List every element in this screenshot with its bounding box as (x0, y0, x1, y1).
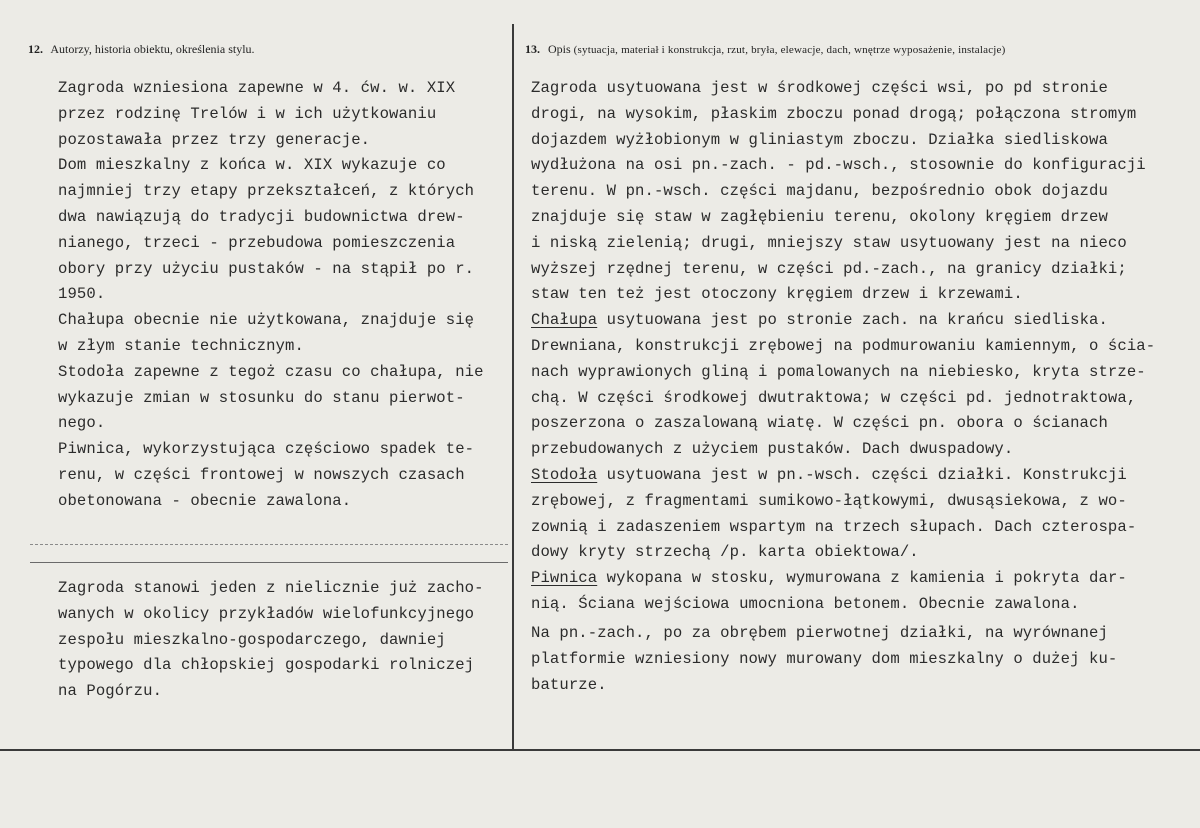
text-line-rest: usytuowana jest w pn.-wsch. części działki. Konstrukcji (597, 465, 1127, 484)
text-line: chą. W części środkowej dwutraktowa; w części pd. jednotraktowa, (531, 388, 1137, 407)
bottom-rule (0, 749, 1200, 751)
text-line: staw ten też jest otoczony kręgiem drzew i krzewami. (531, 285, 1023, 304)
text-line: baturze. (531, 675, 607, 694)
section-13-extra (531, 621, 1117, 698)
text-line: drogi, na wysokim, płaskim zboczu ponad drogą; połączona stromym (531, 104, 1137, 123)
subsection-heading: Chałupa (531, 311, 598, 330)
text-line: zespołu mieszkalno-gospodarczego, dawniej (58, 630, 446, 649)
text-line: Stodoła zapewne z tegoż czasu co chałupa, nie (58, 362, 484, 381)
text-line: nią. Ściana wejściowa umocniona betonem. Obecnie zawalona. (531, 594, 1080, 613)
text-line: 1950. (58, 285, 106, 304)
section-13-body (531, 76, 1155, 618)
text-line: wanych w okolicy przykładów wielofunkcyjnego (58, 604, 475, 623)
text-line-rest: wykopana w stosku, wymurowana z kamienia i pokryta dar- (597, 569, 1127, 588)
text-line: terenu. W pn.-wsch. części majdanu, bezpośrednio obok dojazdu (531, 182, 1108, 201)
text-line: nego. (58, 414, 106, 433)
text-line: dojazdem wyżłobionym w gliniastym zboczu. Działka siedliskowa (531, 130, 1108, 149)
text-line: platformie wzniesiony nowy murowany dom mieszkalny o dużej ku- (531, 649, 1118, 668)
text-line: obory przy użyciu pustaków - na stąpił po r. (58, 259, 475, 278)
text-line: wydłużona na osi pn.-zach. - pd.-wsch., stosownie do konfiguracji (531, 156, 1146, 175)
text-line: przez rodzinę Trelów i w ich użytkowaniu (58, 104, 437, 123)
text-line: wykazuje zmian w stosunku do stanu pierwot- (58, 388, 465, 407)
text-line: Dom mieszkalny z końca w. XIX wykazuje co (58, 156, 446, 175)
subsection-heading: Piwnica (531, 569, 598, 588)
text-line: nach wyprawionych gliną i pomalowanych na niebiesko, kryta strze- (531, 362, 1146, 381)
section-13-title: Opis (548, 42, 571, 56)
text-line: poszerzona o zaszalowaną wiatę. W części pn. obora o ścianach (531, 414, 1108, 433)
section-12-title: Autorzy, historia obiektu, określenia stylu. (50, 42, 255, 56)
text-line: pozostawała przez trzy generacje. (58, 130, 371, 149)
text-line: znajduje się staw w zagłębieniu terenu, okolony kręgiem drzew (531, 207, 1108, 226)
section-12-body (58, 76, 484, 515)
text-line: renu, w części frontowej w nowszych czasach (58, 465, 465, 484)
text-line: Zagroda wzniesiona zapewne w 4. ćw. w. XIX (58, 79, 456, 97)
text-line: zrębowej, z fragmentami sumikowo-łątkowymi, dwusąsiekowa, z wo- (531, 491, 1127, 510)
text-line: nianego, trzeci - przebudowa pomieszczenia (58, 233, 456, 252)
text-line-rest: usytuowana jest po stronie zach. na krańcu siedliska. (597, 311, 1108, 330)
text-line: Drewniana, konstrukcji zrębowej na podmurowaniu kamiennym, o ścia- (531, 336, 1156, 355)
text-line: Zagroda stanowi jeden z nielicznie już zacho- (58, 579, 484, 597)
column-divider (512, 24, 514, 750)
text-line: dowy kryty strzechą /p. karta obiektowa/. (531, 543, 919, 562)
subsection-heading: Stodoła (531, 465, 598, 484)
text-line (531, 566, 1155, 592)
text-line: w złym stanie technicznym. (58, 336, 304, 355)
text-line: Chałupa obecnie nie użytkowana, znajduje się (58, 311, 475, 330)
solid-divider (30, 562, 508, 563)
text-line: Na pn.-zach., po za obrębem pierwotnej działki, na wyrównanej (531, 624, 1108, 642)
section-13-number: 13. (525, 42, 540, 56)
text-line: i niską zielenią; drugi, mniejszy staw usytuowany jest na nieco (531, 233, 1127, 252)
text-line: Zagroda usytuowana jest w środkowej części wsi, po pd stronie (531, 79, 1108, 97)
section-13-subtitle: (sytuacja, materiał i konstrukcja, rzut, bryła, elewacje, dach, wnętrze wyposażenie, instalacje) (573, 44, 1006, 56)
text-line: przebudowanych z użyciem pustaków. Dach dwuspadowy. (531, 440, 1014, 459)
section-12-summary (58, 576, 484, 705)
text-line: obetonowana - obecnie zawalona. (58, 491, 352, 510)
text-line: Piwnica, wykorzystująca częściowo spadek te- (58, 440, 475, 459)
text-line: na Pogórzu. (58, 682, 163, 701)
text-line: dwa nawiązują do tradycji budownictwa drew- (58, 207, 465, 226)
section-12-header (28, 42, 255, 57)
text-line: wyższej rzędnej terenu, w części pd.-zach., na granicy działki; (531, 259, 1127, 278)
text-line (531, 463, 1155, 489)
text-line (531, 308, 1155, 334)
text-line: zownią i zadaszeniem wspartym na trzech słupach. Dach czterospa- (531, 517, 1137, 536)
section-12-number: 12. (28, 42, 43, 56)
section-13-header (525, 42, 1006, 57)
text-line: typowego dla chłopskiej gospodarki rolniczej (58, 656, 475, 675)
section-13 (515, 0, 1200, 750)
section-12 (0, 0, 513, 750)
dashed-divider (30, 544, 508, 545)
text-line: najmniej trzy etapy przekształceń, z których (58, 182, 475, 201)
